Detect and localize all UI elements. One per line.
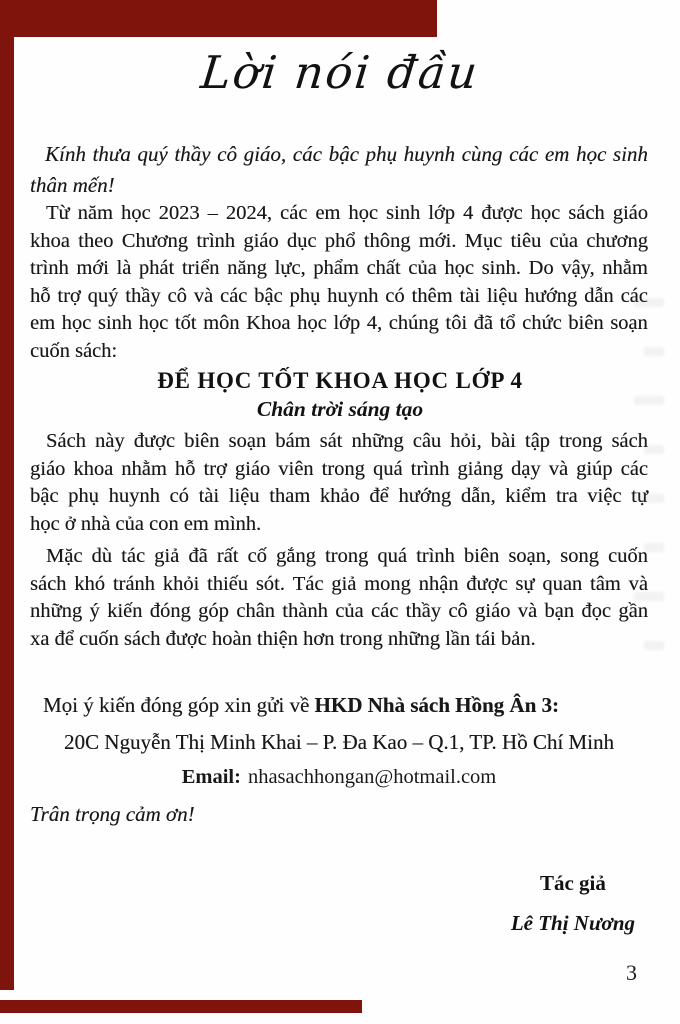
email-line	[30, 763, 648, 791]
author-signature	[511, 869, 635, 937]
email-address: nhasachhongan@hotmail.com	[247, 766, 497, 788]
author-name: Lê Thị Nương	[510, 911, 635, 935]
address-line: 20C Nguyễn Thị Minh Khai – P. Đa Kao – Q.1, TP. Hồ Chí Minh	[64, 730, 614, 754]
author-role: Tác giả	[539, 871, 606, 895]
bleed-through-marks	[620, 298, 664, 690]
description-paragraph: Sách này được biên soạn bám sát những câu hỏi, bài tập trong sách giáo khoa nhằm hỗ trợ giáo viên trong quá trình giảng dạy và giúp các bậc phụ huynh có tài liệu tham khảo để hướng dẫn, kiểm tra việc tự học ở nhà của con em mình.	[30, 430, 648, 535]
red-frame-left	[0, 0, 14, 990]
page-number: 3	[626, 960, 637, 985]
red-frame-top	[0, 0, 437, 37]
email-label: Email:	[181, 766, 241, 788]
apology-paragraph: Mặc dù tác giả đã rất cố gắng trong quá trình biên soạn, song cuốn sách khó tránh khỏi thiếu sót. Tác giả mong nhận được sự quan tâm và những ý kiến đóng góp chân thành của các thầy cô giáo và bạn đọc gần xa để cuốn sách được hoàn thiện hơn trong những lần tái bản.	[30, 545, 648, 650]
book-title: ĐỂ HỌC TỐT KHOA HỌC LỚP 4	[157, 368, 523, 393]
foreword-title: Lời nói đầu	[198, 46, 482, 99]
red-frame-bottom	[0, 1000, 362, 1013]
greeting-paragraph: Kính thưa quý thầy cô giáo, các bậc phụ huynh cùng các em học sinh thân mến!	[30, 142, 648, 197]
closing-line: Trân trọng cảm ơn!	[30, 802, 195, 826]
feedback-line	[30, 691, 661, 719]
feedback-prefix: Mọi ý kiến đóng góp xin gửi về	[43, 693, 315, 717]
intro-paragraph: Từ năm học 2023 – 2024, các em học sinh lớp 4 được học sách giáo khoa theo Chương trình giáo dục phổ thông mới. Mục tiêu của chương trình mới là phát triển năng lực, phẩm chất của học sinh. Do vậy, nhằm hỗ trợ quý thầy cô và các bậc phụ huynh có thêm tài liệu hướng dẫn các em học sinh học tốt môn Khoa học lớp 4, chúng tôi đã tổ chức biên soạn cuốn sách:	[30, 202, 648, 362]
publisher-name: HKD Nhà sách Hồng Ân 3:	[314, 693, 559, 717]
book-subtitle: Chân trời sáng tạo	[256, 397, 424, 421]
